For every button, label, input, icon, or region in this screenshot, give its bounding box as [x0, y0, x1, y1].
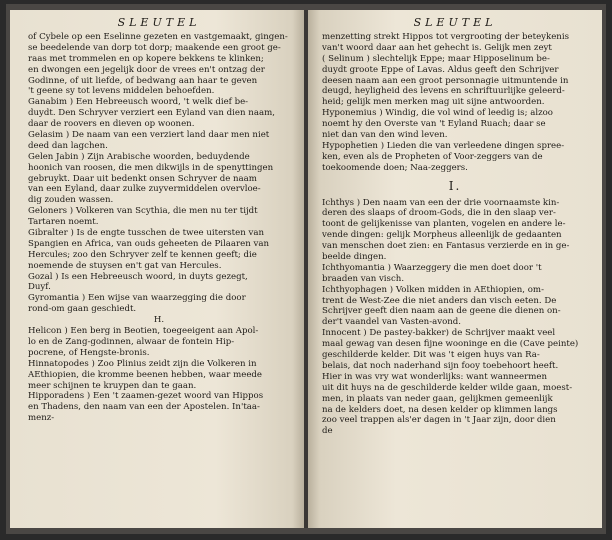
text-line: Ganabim ) Een Hebreeusch woord, 't welk dief be-	[28, 97, 249, 108]
text-line: toont de gelijkenisse van planten, vogelen en andere le-	[322, 219, 566, 230]
text-line: de	[322, 426, 333, 437]
text-line: belais, dat noch naderhand sijn fooy toebehoort heeft.	[322, 360, 559, 371]
text-line: Hier in was vry wat wonderlijks: want wanneermen	[322, 371, 547, 382]
text-line: lo en de Zang-godinnen, alwaar de fontein Hip-	[28, 336, 235, 347]
text-line: duydt. Den Schryver verziert een Eyland van dien naam,	[28, 108, 275, 119]
text-line: geschilderde kelder. Dit was 't eigen huys van Ra-	[322, 350, 540, 361]
text-line: beelde dingen.	[322, 252, 387, 263]
text-line: of Cybele op een Eselinne gezeten en vastgemaakt, gingen-	[28, 32, 288, 42]
text-line: menzetting strekt Hippos tot vergrooting der beteykenis	[322, 32, 569, 42]
text-line: Innocent ) De pastey-bakker) de Schrijver maakt veel	[322, 328, 556, 339]
text-line: en dwongen een jegelijk door de vrees en't ontzag der	[28, 64, 265, 75]
text-line: Godinne, of uit liefde, of bedwang aan haar te geven	[28, 75, 258, 86]
text-line: Helicon ) Een berg in Beotien, toegeeigent aan Apol-	[28, 326, 259, 337]
text-line: Tartaren noemt.	[28, 217, 99, 228]
right-page-body	[322, 32, 588, 437]
text-line: van een Eyland, daar zulke zuyvermiddelen overvloe-	[28, 184, 261, 195]
text-line: Duyf.	[28, 282, 51, 293]
text-line: Spangien en Africa, van ouds geheeten de Pilaaren van	[28, 238, 270, 249]
text-line: deugd, heyligheid des levens en schriftuurlijke geleerd-	[322, 86, 565, 97]
text-line: der't vaandel van Vasten-avond.	[322, 317, 462, 328]
text-line: deed dan lagchen.	[28, 140, 108, 151]
text-line: maal gewag van desen fijne wooninge en die (Cave peinte)	[322, 339, 579, 350]
text-line: I.	[448, 178, 462, 193]
right-page-header: SLEUTEL	[413, 16, 497, 29]
text-line: H.	[153, 315, 165, 326]
text-line: menz-	[28, 413, 55, 424]
text-line: zoo veel trappen als'er dagen in 't Jaar zijn, door dien	[322, 415, 556, 426]
text-line: Hyponemius ) Windig, die vol wind of leedig is; alzoo	[322, 108, 553, 119]
text-line: pocrene, of Hengste-bronis.	[28, 347, 150, 358]
text-line: heid; gelijk men merken mag uit sijne antwoorden.	[322, 97, 545, 108]
left-page-body	[28, 32, 290, 424]
right-page	[308, 10, 602, 528]
text-line: trent de West-Zee die niet anders dan visch eeten. De	[322, 295, 557, 306]
text-line: duydt groote Eppe of Lavas. Aldus geeft den Schrijver	[322, 64, 559, 75]
text-line: men, in plaats van neder gaan, gelijkmen gemeenlijk	[322, 393, 553, 404]
text-line: daar de roovers en dieven op woonen.	[28, 119, 195, 130]
text-line: deesen naam aan een groot personnagie uitmuntende in	[322, 75, 569, 86]
left-page-header: SLEUTEL	[117, 16, 201, 29]
text-line: Gibralter ) Is de engte tusschen de twee uitersten van	[28, 228, 265, 239]
text-line: Ichthyomantia ) Waarzeggery die men doet door 't	[322, 262, 542, 273]
text-line: Gozal ) Is een Hebreeusch woord, in duyts gezegt,	[28, 271, 248, 282]
text-line: AEthiopien, die kromme beenen hebben, waar meede	[28, 369, 263, 380]
text-line: se beedelende van dorp tot dorp; maakende een groot ge-	[28, 42, 281, 53]
text-line: en Thadens, den naam van een der Apostelen. In'taa-	[28, 402, 260, 413]
text-line: Ichthyophagen ) Volken midden in AEthiopien, om-	[322, 284, 544, 295]
text-line: Hypophetien ) Lieden die van verleedene dingen spree-	[322, 140, 565, 151]
text-line: raas met trommelen en op kopere bekkens te klinken;	[28, 53, 264, 64]
text-line: na de kelders doet, na desen kelder op klimmen langs	[322, 404, 558, 415]
text-line: noemende de stuysen en't gat van Hercules.	[28, 260, 222, 271]
text-line: ( Selinum ) slechtelijk Eppe; maar Hipposelinum be-	[322, 53, 550, 64]
text-line: Schrijver geeft dien naam aan de geene die dienen on-	[322, 306, 561, 317]
text-line: 't geene sy tot levens middelen behoefden.	[28, 86, 215, 97]
text-line: van menschen doet zien: en Fantasus verzierde en in ge-	[322, 241, 570, 252]
text-line: Hercules; zoo den Schryver zelf te kennen geeft; die	[28, 249, 257, 260]
text-line: niet dan van den wind leven.	[322, 130, 448, 141]
text-line: Geloners ) Volkeren van Scythia, die men nu ter tijdt	[28, 206, 258, 217]
text-line: uit dit huys na de geschilderde kelder wilde gaan, moest-	[322, 382, 573, 393]
text-line: rond-om gaan geschiedt.	[28, 304, 137, 315]
text-line: noemt hy den Overste van 't Eyland Ruach; daar se	[322, 119, 546, 130]
text-line: meer schijnen te kruypen dan te gaan.	[28, 380, 197, 391]
text-line: Hinnatopodes ) Zoo Plinius zeidt zijn die Volkeren in	[28, 358, 257, 369]
left-page	[10, 10, 304, 528]
text-line: ken, even als de Propheten of Voor-zeggers van de	[322, 151, 543, 162]
text-line: Gelasim ) De naam van een verziert land daar men niet	[28, 130, 270, 141]
text-line: gebruykt. Daar uit bedenkt onsen Schryver de naam	[28, 173, 257, 184]
text-line: vende dingen: gelijk Morpheus alleenlijk de gedaanten	[322, 230, 562, 241]
text-line: Gelen Jabin ) Zijn Arabische woorden, beduydende	[28, 151, 250, 162]
open-book	[6, 4, 606, 534]
text-line: toekoomende doen; Naa-zeggers.	[322, 162, 468, 173]
text-line: Gyromantia ) Een wijse van waarzegging die door	[28, 293, 246, 304]
text-line: hoonich van roosen, die men dikwijls in de spenyttingen	[28, 162, 274, 173]
text-line: dig zouden wassen.	[28, 195, 114, 206]
text-line: braaden van visch.	[322, 273, 405, 284]
text-line: deren des slaaps of droom-Gods, die in den slaap ver-	[322, 208, 556, 219]
text-line: Hipporadens ) Een 't zaamen-gezet woord van Hippos	[28, 391, 264, 402]
text-line: van't woord daar aan het gehecht is. Gelijk men zeyt	[322, 42, 552, 53]
text-line: Ichthys ) Den naam van een der drie voornaamste kin-	[322, 197, 560, 208]
